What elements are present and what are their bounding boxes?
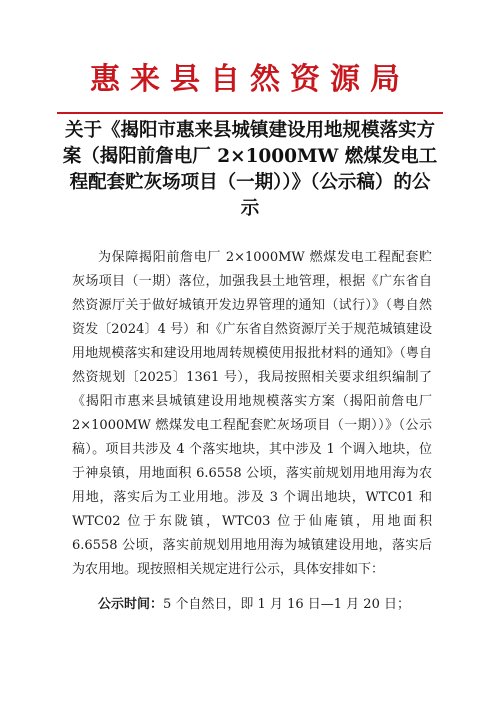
letterhead-red-rule — [57, 112, 443, 114]
document-body-paragraph: 为保障揭阳前詹电厂 2×1000MW 燃煤发电工程配套贮灰场项目（一期）落位，加强我县土地管理，根据《广东省自然资源厅关于做好城镇开发边界管理的通知（试行）》（粤自然资发〔2024〕4 号）和《广东省自然资源厅关于规范城镇建设用地规模落实和建设用地周转规模使用报批材料的通知》（粤自然资规划〔2025〕1361 号），我局按照相关要求组织编制了《揭阳市惠来县城镇建设用地规模落实方案（揭阳前詹电厂 2×1000MW 燃煤发电工程配套贮灰场项目（一期））》（公示稿）。项目共涉及 4 个落实地块，其中涉及 1 个调入地块，位于神泉镇，用地面积 6.6558 公顷，落实前规划用地用海为农用地，落实后为工业用地。涉及 3 个调出地块，WTC01 和 WTC02 位于东陇镇，WTC03 位于仙庵镇，用地面积 6.6558 公顷，落实前规划用地用海为城镇建设用地，落实后为农用地。现按照相关规定进行公示，具体安排如下： — [72, 250, 432, 577]
document-title: 关于《揭阳市惠来县城镇建设用地规模落实方案（揭阳前詹电厂 2×1000MW 燃煤发电工程配套贮灰场项目（一期））》（公示稿）的公示 — [62, 120, 438, 219]
notice-period-line — [72, 593, 432, 617]
letterhead-org-name: 惠来县自然资源局 — [90, 62, 410, 97]
notice-period-value: 5 个自然日，即 1 月 16 日—1 月 20 日； — [163, 597, 410, 612]
notice-period-label: 公示时间： — [98, 597, 164, 612]
